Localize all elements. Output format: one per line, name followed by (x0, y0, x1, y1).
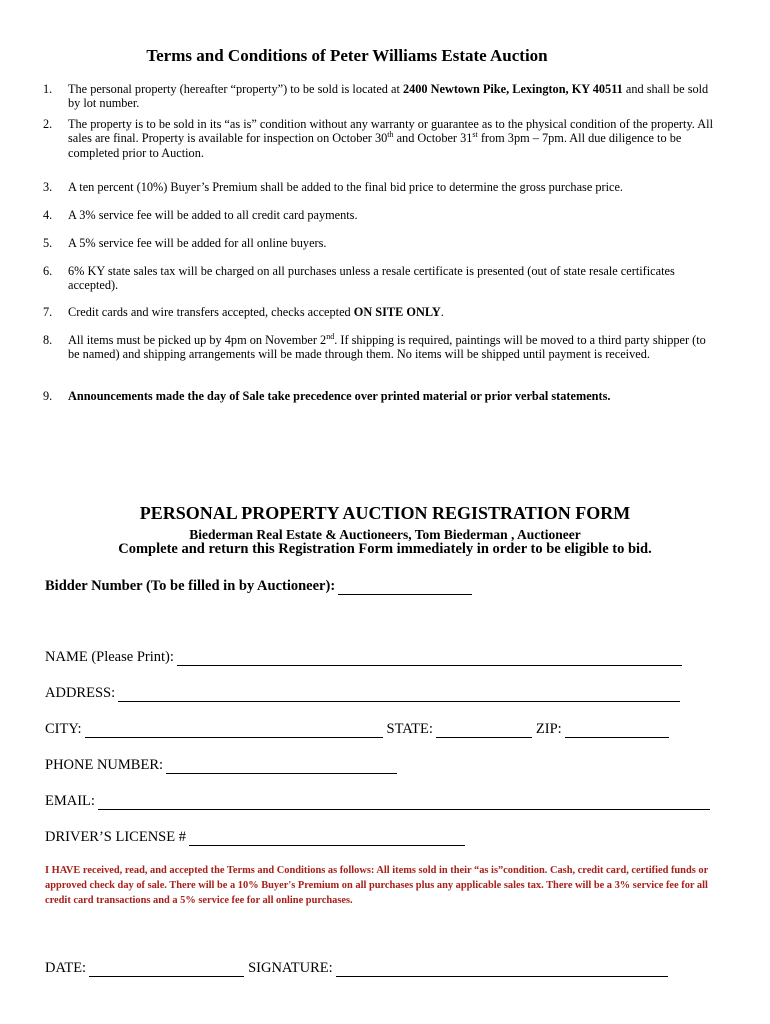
term-item-3 (43, 180, 733, 208)
phone-row (45, 757, 401, 774)
term-item-2 (43, 117, 733, 180)
form-subtitle: Biederman Real Estate & Auctioneers, Tom Biederman , Auctioneer (189, 527, 581, 542)
term-item-7 (43, 305, 733, 333)
bidder-number-field[interactable] (338, 580, 472, 595)
term-item-5 (43, 236, 733, 264)
term-item-6 (43, 264, 733, 305)
term-number: 2. (43, 117, 53, 131)
term-superscript: th (387, 130, 394, 140)
name-row (45, 649, 686, 666)
term-text-part: The personal property (hereafter “property”) to be sold is located at (68, 82, 403, 96)
address-row (45, 685, 684, 702)
term-number: 4. (43, 208, 53, 222)
term-item-4 (43, 208, 733, 236)
email-label: EMAIL: (45, 793, 95, 809)
term-text-part: and shall be sold by lot number. (68, 82, 709, 111)
date-signature-row (45, 960, 672, 977)
state-field[interactable] (436, 723, 532, 738)
signature-label: SIGNATURE: (248, 960, 333, 976)
acknowledgement-text: I HAVE received, read, and accepted the Terms and Conditions as follows: All items sold in their “as is”condition. Cash, credit card, certified funds or approved check day of sale. There will be a 10% Buyer's Premium on all purchases plus any applicable sales tax. There will be a 3% service fee for all credit card transactions and a 5% service fee for all online purchases. (45, 865, 709, 906)
email-field[interactable] (98, 795, 710, 810)
drivers-license-row (45, 829, 469, 846)
city-label: CITY: (45, 721, 82, 737)
term-item-8 (43, 333, 733, 389)
term-text-part: The property is to be sold in its “as is” condition without any warranty or guarantee as to the physical condition of the property. All sales are final. Property is available for inspection on October 30 (68, 117, 713, 146)
zip-label: ZIP: (535, 721, 562, 737)
term-text-part: Credit cards and wire transfers accepted, checks accepted (68, 305, 354, 319)
term-text: A 3% service fee will be added to all credit card payments. (68, 208, 358, 222)
term-emphasis: ON SITE ONLY (353, 305, 441, 319)
term-superscript: st (472, 130, 478, 140)
term-number: 3. (43, 180, 53, 194)
city-field[interactable] (85, 723, 383, 738)
term-number: 7. (43, 305, 53, 319)
term-number: 1. (43, 82, 53, 96)
term-text-part: from 3pm – 7pm. All due diligence to be completed prior to Auction. (68, 131, 682, 160)
term-item-9 (43, 389, 733, 409)
term-item-1 (43, 82, 733, 117)
terms-title: Terms and Conditions of Peter Williams Estate Auction (146, 46, 548, 65)
phone-label: PHONE NUMBER: (45, 757, 164, 773)
term-text: Announcements made the day of Sale take precedence over printed material or prior verbal statements. (68, 389, 611, 403)
term-text (68, 333, 720, 389)
form-title: PERSONAL PROPERTY AUCTION REGISTRATION FORM (139, 503, 631, 523)
term-text: A 5% service fee will be added for all online buyers. (68, 236, 327, 250)
zip-field[interactable] (565, 723, 669, 738)
address-field[interactable] (118, 687, 680, 702)
term-text-part: . If shipping is required, paintings will be moved to a third party shipper (to be named) and shipping arrangements will be made through them. No items will be shipped until payment is received. (68, 333, 706, 362)
address-label: ADDRESS: (45, 685, 116, 701)
term-text (68, 117, 720, 180)
bidder-number-label: Bidder Number (To be filled in by Auctioneer): (45, 578, 336, 594)
term-text: A ten percent (10%) Buyer’s Premium shall be added to the final bid price to determine the gross purchase price. (68, 180, 624, 194)
email-row (45, 793, 714, 810)
form-instruction: Complete and return this Registration Form immediately in order to be eligible to bid. (118, 541, 652, 557)
phone-field[interactable] (166, 759, 397, 774)
name-label: NAME (Please Print): (45, 649, 174, 665)
name-field[interactable] (177, 651, 682, 666)
term-text (68, 82, 720, 117)
term-superscript: nd (326, 331, 335, 341)
signature-field[interactable] (336, 962, 668, 977)
term-number: 5. (43, 236, 53, 250)
term-text-part: and October 31 (393, 131, 473, 146)
term-number: 9. (43, 389, 53, 403)
term-number: 6. (43, 264, 53, 278)
terms-list (43, 82, 733, 409)
term-text (68, 305, 720, 333)
city-state-zip-row (45, 721, 673, 738)
term-text-part: All items must be picked up by 4pm on November 2 (68, 333, 327, 347)
term-text: 6% KY state sales tax will be charged on all purchases unless a resale certificate is presented (out of state resale certificates accepted). (68, 264, 675, 293)
date-label: DATE: (45, 960, 87, 976)
drivers-license-field[interactable] (189, 831, 465, 846)
date-field[interactable] (89, 962, 244, 977)
state-label: STATE: (386, 721, 433, 737)
drivers-license-label: DRIVER’S LICENSE # (45, 829, 186, 845)
term-number: 8. (43, 333, 53, 347)
bidder-number-row (45, 578, 476, 595)
term-address: 2400 Newtown Pike, Lexington, KY 40511 (402, 82, 623, 96)
term-text-part: . (440, 305, 444, 319)
